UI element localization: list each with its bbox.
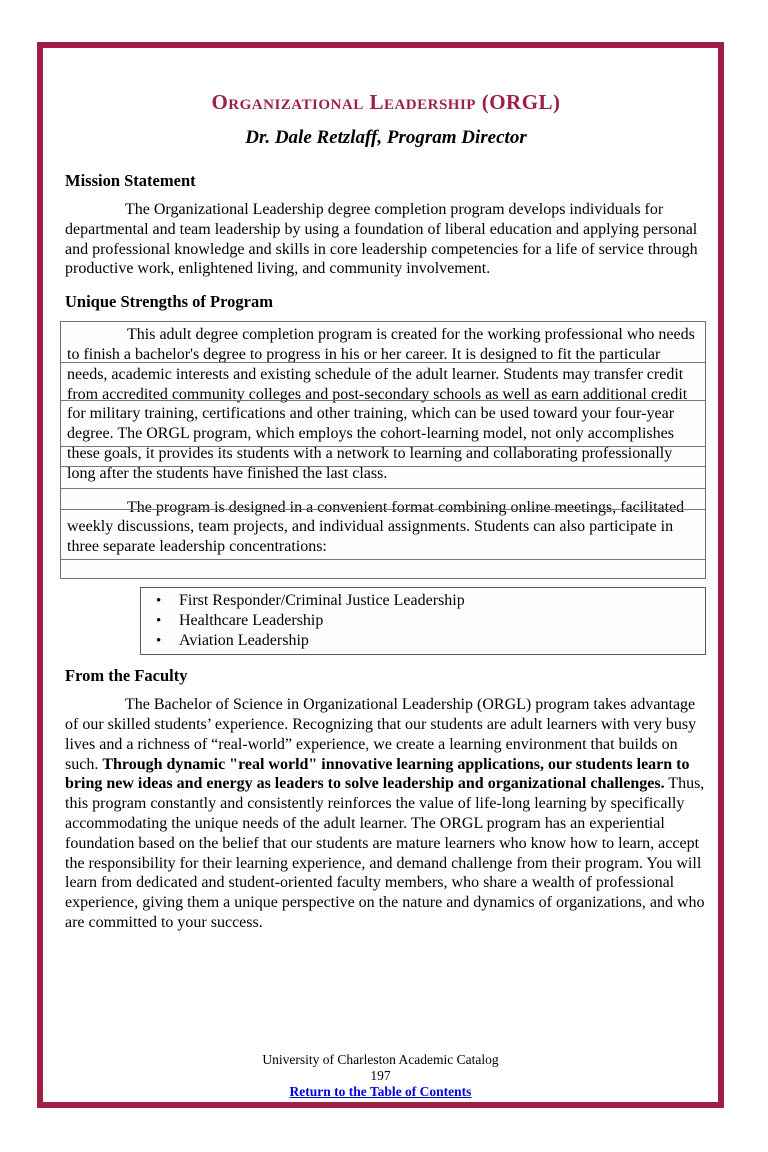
row-divider bbox=[61, 400, 705, 401]
bullet-icon: • bbox=[156, 633, 162, 650]
list-item bbox=[141, 611, 705, 631]
faculty-paragraph bbox=[65, 695, 707, 933]
from-the-faculty-heading: From the Faculty bbox=[65, 666, 188, 686]
page-content bbox=[43, 90, 718, 933]
faculty-paragraph-start: The Bachelor of Science in Organizational Leadership (ORGL) program takes advantage of our skilled students’ experience. Recognizing that our students are adult learners with very busy lives and a richness of “real-world” experience, we create a learning environment that builds on such. bbox=[65, 696, 697, 773]
page-border-frame bbox=[37, 42, 724, 1108]
row-divider bbox=[61, 559, 705, 560]
mission-statement-heading: Mission Statement bbox=[65, 171, 196, 190]
strengths-paragraph-1: This adult degree completion program is created for the working professional who needs to finish a bachelor's degree to progress in his or her career. It is designed to fit the particular needs, academic interests and existing schedule of the adult learner. Students may transfer credit from accredited community colleges and post-secondary schools as well as earn additional credit for military training, certifications and other training, which can be used toward your four-year degree. The ORGL program, which employs the cohort-learning model, not only accomplishes these goals, it provides its students with a network to learning and collaborating professionally long after the students have finished the last class. bbox=[67, 326, 695, 482]
concentration-label: Healthcare Leadership bbox=[179, 612, 324, 630]
page-footer bbox=[43, 1052, 718, 1100]
concentration-label: Aviation Leadership bbox=[179, 632, 309, 650]
row-divider bbox=[61, 446, 705, 447]
catalog-title-text: University of Charleston Academic Catalog bbox=[262, 1052, 499, 1067]
row-divider bbox=[61, 488, 705, 489]
row-divider bbox=[61, 466, 705, 467]
strengths-paragraph-2: The program is designed in a convenient format combining online meetings, facilitated weekly discussions, team projects, and individual assignments. Students can also participate in three separate leadership concentrations: bbox=[67, 498, 685, 556]
faculty-paragraph-end: Thus, this program constantly and consistently reinforces the value of life-long learning by specifically accommodating the unique needs of the adult learner. The ORGL program has an experiential foundation based on the belief that our students are mature learners who know how to learn, accept the responsibility for their learning experience, and demand challenge from their program. You will learn from dedicated and student-oriented faculty members, who share a wealth of professional experience, giving them a unique perspective on the nature and dynamics of organizations, and who are committed to your success. bbox=[65, 775, 705, 931]
return-to-toc-link[interactable]: Return to the Table of Contents bbox=[289, 1084, 472, 1099]
program-director-subtitle: Dr. Dale Retzlaff, Program Director bbox=[245, 127, 527, 148]
row-divider bbox=[61, 362, 705, 363]
mission-statement-paragraph: The Organizational Leadership degree completion program develops individuals for departmental and team leadership by using a foundation of liberal education and applying personal and professional knowledge and skills in core leadership competencies for a life of service through productive work, enlightened living, and community involvement. bbox=[65, 201, 698, 278]
strengths-table-box bbox=[60, 321, 706, 579]
concentrations-list-box bbox=[140, 587, 706, 655]
list-item bbox=[141, 631, 705, 651]
list-item bbox=[141, 591, 705, 611]
faculty-paragraph-bold: Through dynamic "real world" innovative learning applications, our students learn to bring new ideas and energy as leaders to solve leadership and organizational challenges. bbox=[65, 755, 690, 793]
concentration-label: First Responder/Criminal Justice Leadership bbox=[179, 592, 465, 610]
page-title: Organizational Leadership (ORGL) bbox=[211, 90, 561, 114]
page-number: 197 bbox=[370, 1068, 391, 1083]
bullet-icon: • bbox=[156, 613, 162, 630]
unique-strengths-heading: Unique Strengths of Program bbox=[65, 292, 273, 312]
row-divider bbox=[61, 509, 705, 510]
bullet-icon: • bbox=[156, 593, 162, 610]
